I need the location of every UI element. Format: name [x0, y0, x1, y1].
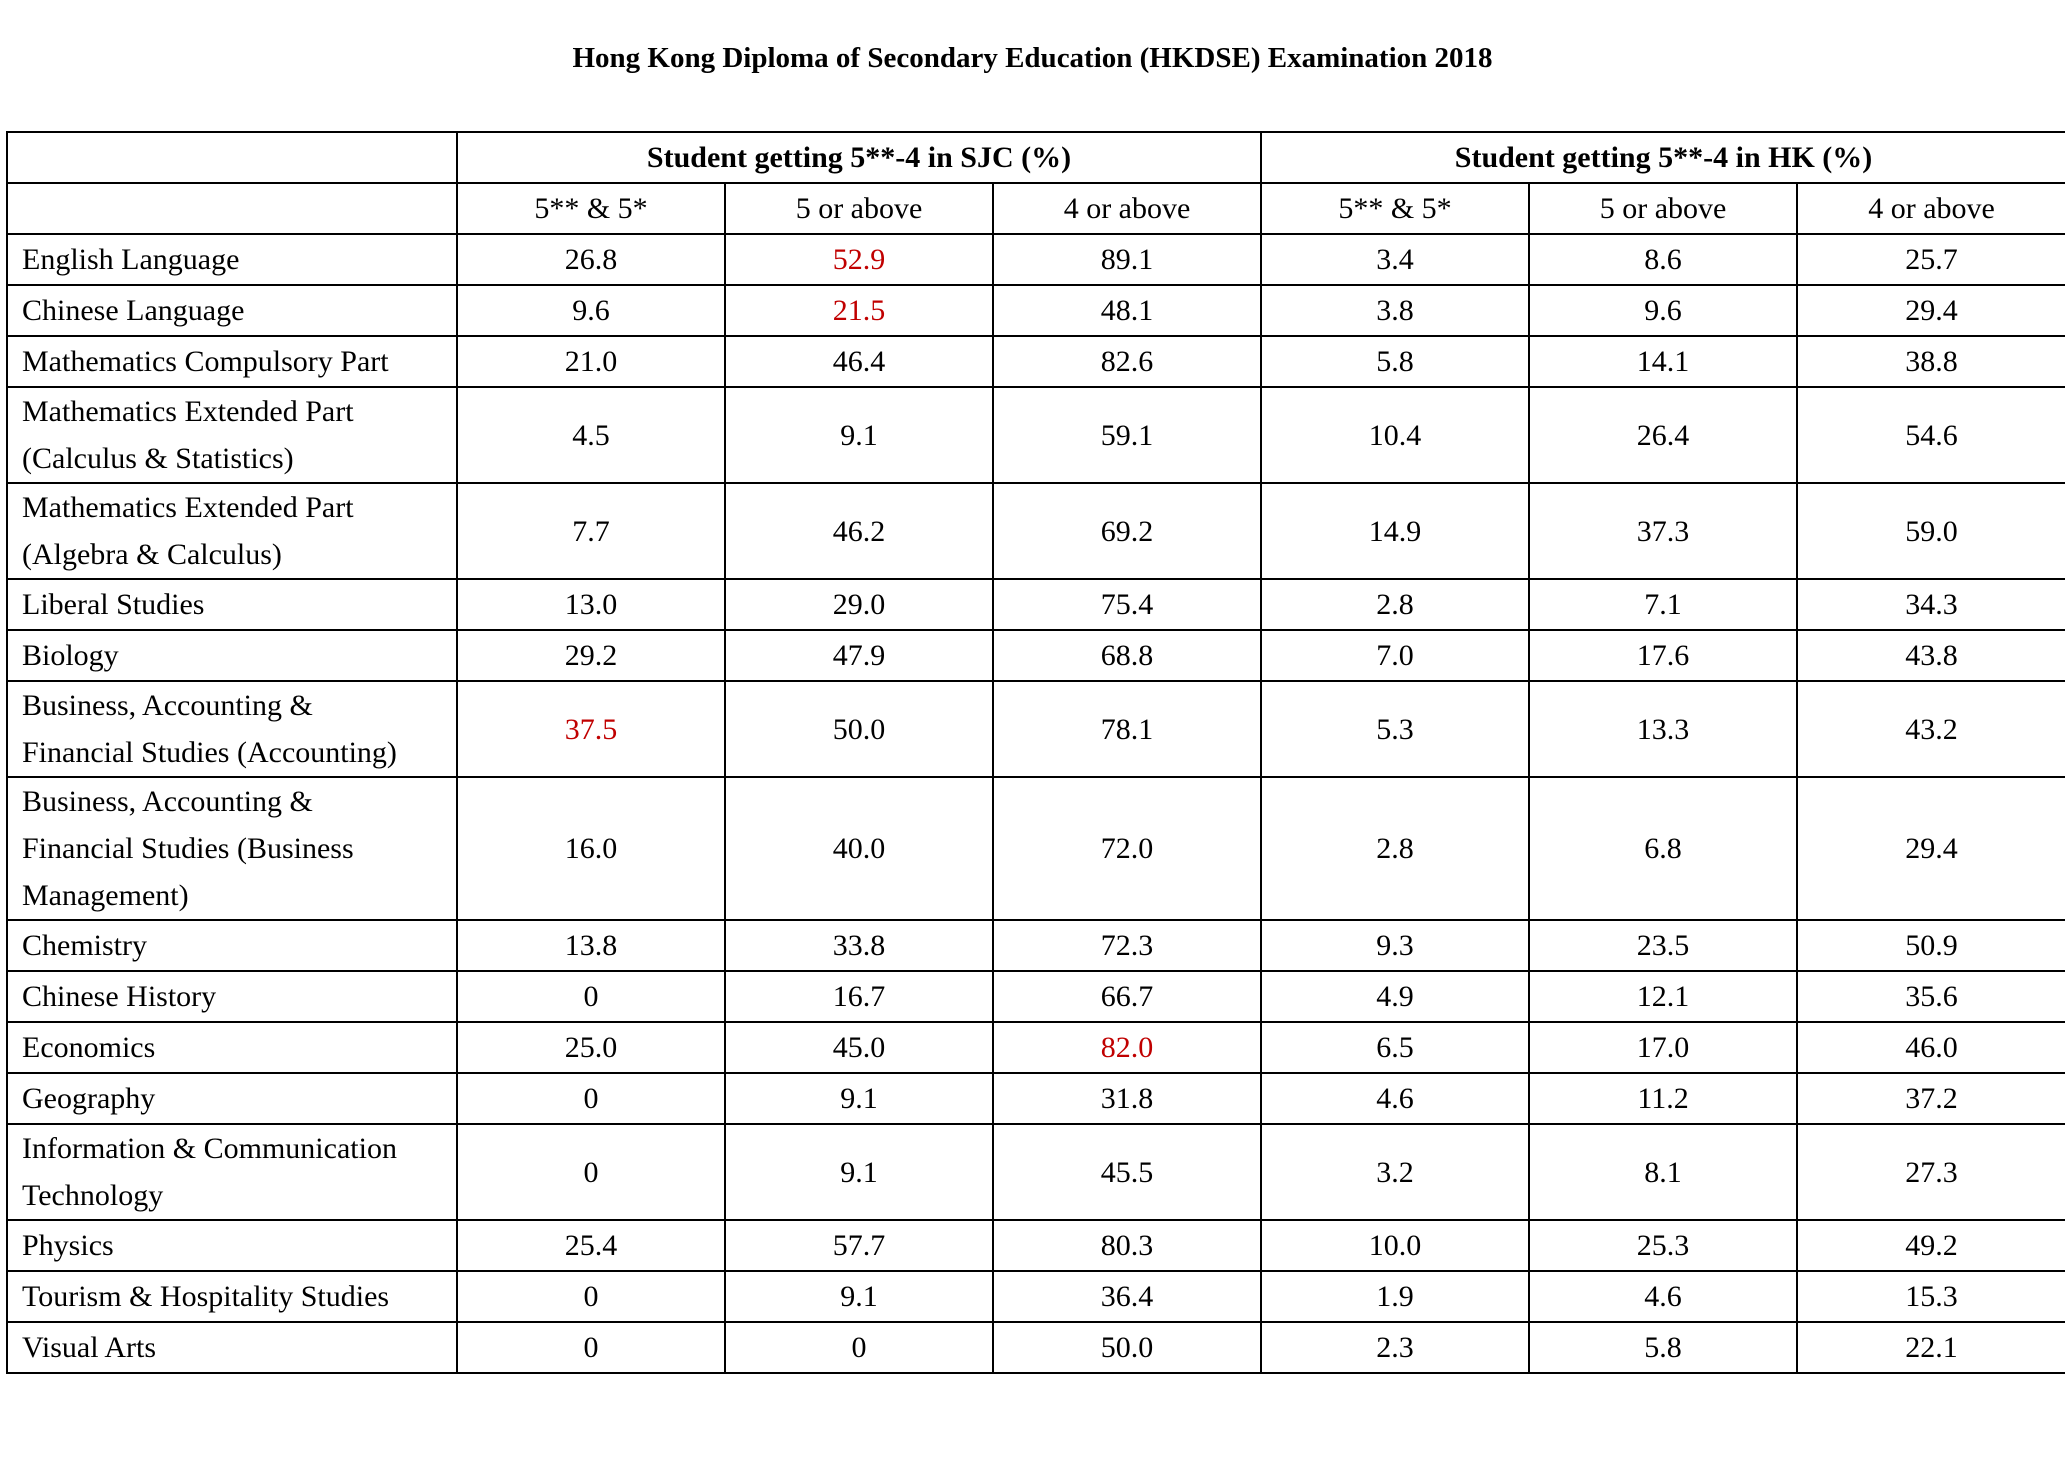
subject-line: Chinese Language: [22, 294, 245, 327]
value-cell: 43.8: [1797, 630, 2065, 681]
value-cell: 50.0: [993, 1322, 1261, 1373]
value-cell: 25.0: [457, 1022, 725, 1073]
value-cell: 16.7: [725, 971, 993, 1022]
subject-line: Physics: [22, 1229, 114, 1262]
value-cell: 21.5: [725, 285, 993, 336]
value-cell: 59.0: [1797, 483, 2065, 579]
table-row: [7, 285, 2065, 336]
subject-cell: [7, 681, 457, 777]
subject-line: Mathematics Extended Part: [22, 395, 354, 428]
table-row: [7, 1124, 2065, 1220]
value-cell: 75.4: [993, 579, 1261, 630]
value-cell: 0: [457, 1124, 725, 1220]
value-cell: 4.6: [1529, 1271, 1797, 1322]
subject-cell: [7, 1124, 457, 1220]
value-cell: 13.3: [1529, 681, 1797, 777]
sub-header-hk-5star: 5** & 5*: [1261, 183, 1529, 234]
subject-line: Geography: [22, 1082, 156, 1115]
group-header-row: [7, 132, 2065, 183]
value-cell: 12.1: [1529, 971, 1797, 1022]
value-cell: 10.0: [1261, 1220, 1529, 1271]
value-cell: 40.0: [725, 777, 993, 920]
sub-header-sjc-5star: 5** & 5*: [457, 183, 725, 234]
value-cell: 11.2: [1529, 1073, 1797, 1124]
subject-line: Visual Arts: [22, 1331, 157, 1364]
value-cell: 9.3: [1261, 920, 1529, 971]
table-row: [7, 336, 2065, 387]
value-cell: 35.6: [1797, 971, 2065, 1022]
results-table: [6, 131, 2065, 1374]
sub-header-row: [7, 183, 2065, 234]
table-row: [7, 387, 2065, 483]
value-cell: 68.8: [993, 630, 1261, 681]
value-cell: 8.6: [1529, 234, 1797, 285]
subject-cell: [7, 1322, 457, 1373]
value-cell: 46.0: [1797, 1022, 2065, 1073]
value-cell: 46.2: [725, 483, 993, 579]
value-cell: 45.0: [725, 1022, 993, 1073]
value-cell: 4.5: [457, 387, 725, 483]
value-cell: 9.1: [725, 1271, 993, 1322]
value-cell: 25.4: [457, 1220, 725, 1271]
value-cell: 57.7: [725, 1220, 993, 1271]
subject-cell: [7, 483, 457, 579]
value-cell: 36.4: [993, 1271, 1261, 1322]
table-row: [7, 483, 2065, 579]
value-cell: 5.3: [1261, 681, 1529, 777]
value-cell: 27.3: [1797, 1124, 2065, 1220]
subject-line: Tourism & Hospitality Studies: [22, 1280, 390, 1313]
value-cell: 6.8: [1529, 777, 1797, 920]
value-cell: 72.3: [993, 920, 1261, 971]
value-cell: 69.2: [993, 483, 1261, 579]
value-cell: 43.2: [1797, 681, 2065, 777]
subject-line: Business, Accounting &: [22, 689, 313, 722]
value-cell: 3.8: [1261, 285, 1529, 336]
subject-cell: [7, 1073, 457, 1124]
value-cell: 0: [457, 971, 725, 1022]
sub-header-hk-4-or-above: 4 or above: [1797, 183, 2065, 234]
value-cell: 9.6: [1529, 285, 1797, 336]
value-cell: 13.0: [457, 579, 725, 630]
value-cell: 2.8: [1261, 579, 1529, 630]
table-row: [7, 971, 2065, 1022]
value-cell: 25.3: [1529, 1220, 1797, 1271]
table-row: [7, 920, 2065, 971]
value-cell: 4.9: [1261, 971, 1529, 1022]
value-cell: 47.9: [725, 630, 993, 681]
subject-cell: [7, 1271, 457, 1322]
sub-header-sjc-5-or-above: 5 or above: [725, 183, 993, 234]
table-row: [7, 234, 2065, 285]
table-row: [7, 1073, 2065, 1124]
value-cell: 52.9: [725, 234, 993, 285]
subject-line: English Language: [22, 243, 240, 276]
sub-header-hk-5-or-above: 5 or above: [1529, 183, 1797, 234]
subject-cell: [7, 579, 457, 630]
value-cell: 4.6: [1261, 1073, 1529, 1124]
value-cell: 29.4: [1797, 777, 2065, 920]
value-cell: 25.7: [1797, 234, 2065, 285]
value-cell: 13.8: [457, 920, 725, 971]
subject-line: Chemistry: [22, 929, 147, 962]
subject-cell: [7, 1220, 457, 1271]
subject-cell: [7, 336, 457, 387]
subject-cell: [7, 920, 457, 971]
value-cell: 0: [457, 1073, 725, 1124]
subject-line: Mathematics Compulsory Part: [22, 345, 389, 378]
subject-line: Economics: [22, 1031, 156, 1064]
value-cell: 14.9: [1261, 483, 1529, 579]
value-cell: 50.9: [1797, 920, 2065, 971]
value-cell: 37.2: [1797, 1073, 2065, 1124]
group-header-hk: Student getting 5**-4 in HK (%): [1261, 132, 2065, 183]
table-row: [7, 777, 2065, 920]
value-cell: 45.5: [993, 1124, 1261, 1220]
value-cell: 1.9: [1261, 1271, 1529, 1322]
value-cell: 9.1: [725, 387, 993, 483]
subject-line: Business, Accounting &: [22, 785, 313, 818]
subject-line: Information & Communication: [22, 1132, 397, 1165]
table-row: [7, 1271, 2065, 1322]
value-cell: 50.0: [725, 681, 993, 777]
value-cell: 66.7: [993, 971, 1261, 1022]
table-row: [7, 681, 2065, 777]
value-cell: 31.8: [993, 1073, 1261, 1124]
subject-cell: [7, 234, 457, 285]
subject-line: Chinese History: [22, 980, 217, 1013]
value-cell: 17.6: [1529, 630, 1797, 681]
value-cell: 3.2: [1261, 1124, 1529, 1220]
subject-line: Financial Studies (Business: [22, 832, 354, 865]
value-cell: 29.4: [1797, 285, 2065, 336]
subject-line: (Calculus & Statistics): [22, 442, 294, 475]
value-cell: 80.3: [993, 1220, 1261, 1271]
subject-cell: [7, 630, 457, 681]
value-cell: 15.3: [1797, 1271, 2065, 1322]
value-cell: 48.1: [993, 285, 1261, 336]
value-cell: 72.0: [993, 777, 1261, 920]
value-cell: 21.0: [457, 336, 725, 387]
value-cell: 9.1: [725, 1073, 993, 1124]
subject-line: Financial Studies (Accounting): [22, 736, 397, 769]
value-cell: 0: [457, 1271, 725, 1322]
subject-line: Management): [22, 879, 189, 912]
value-cell: 89.1: [993, 234, 1261, 285]
value-cell: 7.0: [1261, 630, 1529, 681]
subject-cell: [7, 285, 457, 336]
corner-cell: [7, 132, 457, 183]
value-cell: 78.1: [993, 681, 1261, 777]
value-cell: 37.3: [1529, 483, 1797, 579]
value-cell: 37.5: [457, 681, 725, 777]
value-cell: 0: [725, 1322, 993, 1373]
subject-cell: [7, 387, 457, 483]
value-cell: 23.5: [1529, 920, 1797, 971]
table-row: [7, 1022, 2065, 1073]
value-cell: 82.0: [993, 1022, 1261, 1073]
value-cell: 2.8: [1261, 777, 1529, 920]
value-cell: 26.8: [457, 234, 725, 285]
value-cell: 9.6: [457, 285, 725, 336]
subject-line: Biology: [22, 639, 119, 672]
table-row: [7, 1220, 2065, 1271]
value-cell: 59.1: [993, 387, 1261, 483]
value-cell: 5.8: [1261, 336, 1529, 387]
subject-line: Mathematics Extended Part: [22, 491, 354, 524]
value-cell: 6.5: [1261, 1022, 1529, 1073]
table-row: [7, 630, 2065, 681]
value-cell: 29.0: [725, 579, 993, 630]
sub-header-sjc-4-or-above: 4 or above: [993, 183, 1261, 234]
subject-line: Liberal Studies: [22, 588, 205, 621]
corner-cell: [7, 183, 457, 234]
value-cell: 22.1: [1797, 1322, 2065, 1373]
subject-cell: [7, 1022, 457, 1073]
table-body: [7, 132, 2065, 1373]
value-cell: 7.1: [1529, 579, 1797, 630]
value-cell: 10.4: [1261, 387, 1529, 483]
value-cell: 14.1: [1529, 336, 1797, 387]
page-title: Hong Kong Diploma of Secondary Education (HKDSE) Examination 2018: [572, 42, 1493, 74]
value-cell: 33.8: [725, 920, 993, 971]
table-row: [7, 1322, 2065, 1373]
value-cell: 54.6: [1797, 387, 2065, 483]
value-cell: 7.7: [457, 483, 725, 579]
value-cell: 8.1: [1529, 1124, 1797, 1220]
subject-line: (Algebra & Calculus): [22, 538, 282, 571]
value-cell: 82.6: [993, 336, 1261, 387]
value-cell: 34.3: [1797, 579, 2065, 630]
value-cell: 9.1: [725, 1124, 993, 1220]
value-cell: 0: [457, 1322, 725, 1373]
subject-line: Technology: [22, 1179, 164, 1212]
subject-cell: [7, 971, 457, 1022]
value-cell: 16.0: [457, 777, 725, 920]
table-row: [7, 579, 2065, 630]
value-cell: 2.3: [1261, 1322, 1529, 1373]
subject-cell: [7, 777, 457, 920]
value-cell: 38.8: [1797, 336, 2065, 387]
value-cell: 3.4: [1261, 234, 1529, 285]
value-cell: 26.4: [1529, 387, 1797, 483]
group-header-sjc: Student getting 5**-4 in SJC (%): [457, 132, 1261, 183]
value-cell: 46.4: [725, 336, 993, 387]
value-cell: 17.0: [1529, 1022, 1797, 1073]
value-cell: 5.8: [1529, 1322, 1797, 1373]
value-cell: 29.2: [457, 630, 725, 681]
value-cell: 49.2: [1797, 1220, 2065, 1271]
